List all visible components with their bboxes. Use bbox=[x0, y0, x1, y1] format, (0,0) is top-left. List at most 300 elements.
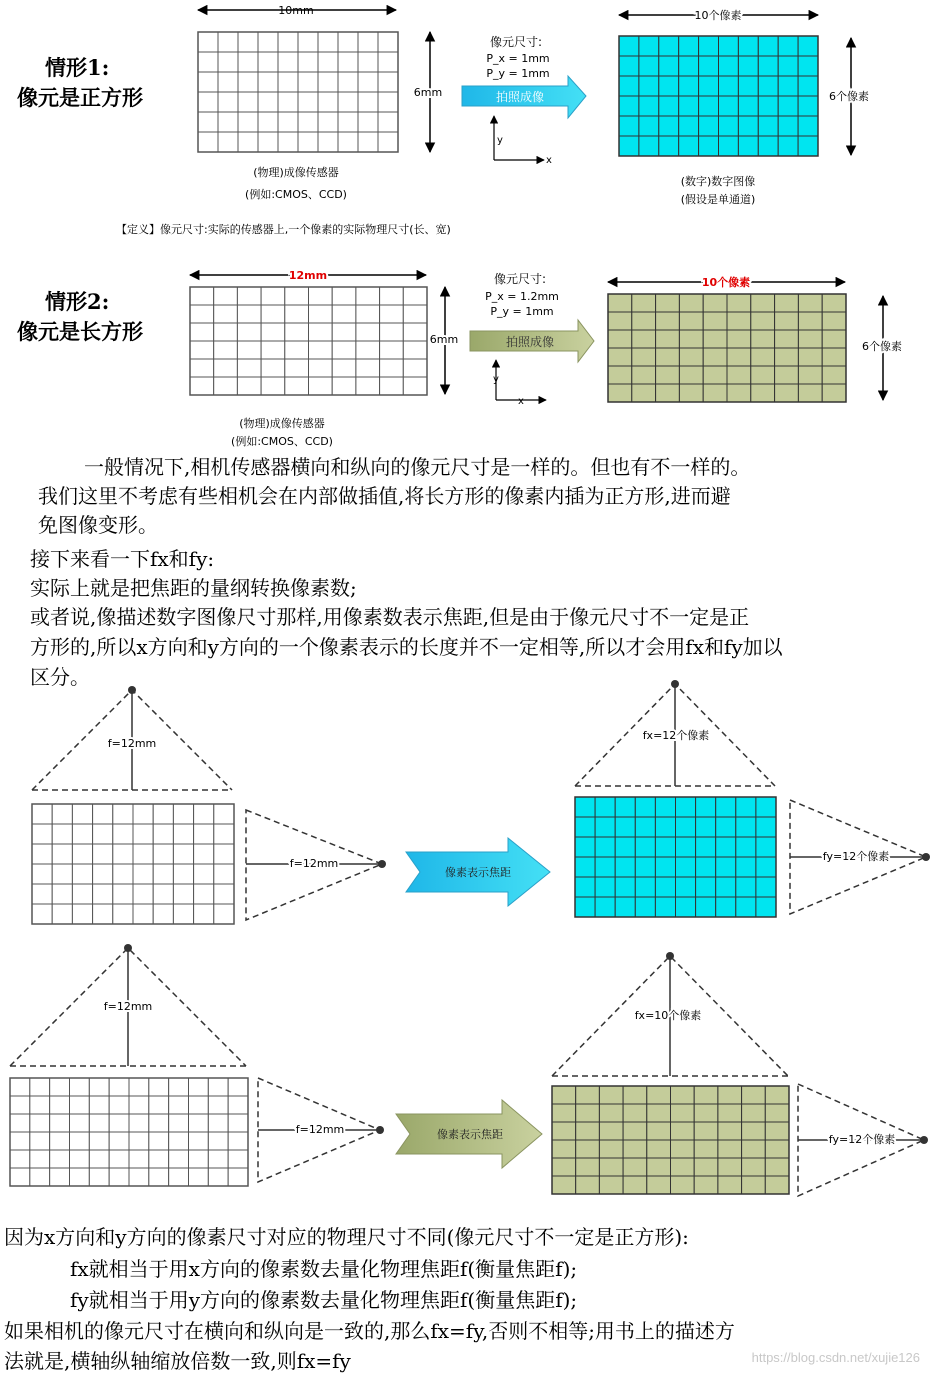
case2-image-cell bbox=[727, 330, 751, 348]
case1-sensor-cell bbox=[358, 132, 378, 152]
d4-sensor-cell bbox=[10, 1096, 30, 1114]
d4-image-cell bbox=[576, 1104, 600, 1122]
d3-sensor-cell bbox=[214, 884, 234, 904]
d4-sensor-cell bbox=[208, 1132, 228, 1150]
case2-sensor-cell bbox=[332, 305, 356, 323]
case2-image-cell bbox=[751, 330, 775, 348]
d3-image-cell bbox=[655, 877, 675, 897]
d4-fy-label: fy=12个像素 bbox=[828, 1133, 896, 1146]
d3-image-grid bbox=[575, 797, 776, 917]
case1-image-cell bbox=[758, 76, 778, 96]
d3-image-cell bbox=[676, 897, 696, 917]
d4-sensor-cell bbox=[109, 1150, 129, 1168]
d3-image-cell bbox=[676, 837, 696, 857]
case2-title-line1: 情形2: bbox=[45, 289, 110, 314]
case1-sensor-cell bbox=[338, 32, 358, 52]
d3-image-cell bbox=[595, 837, 615, 857]
case2-image-cell bbox=[608, 294, 632, 312]
watermark: https://blog.csdn.net/xujie126 bbox=[751, 1350, 920, 1365]
d3-sensor-grid bbox=[32, 804, 234, 924]
d3-sensor-cell bbox=[133, 824, 153, 844]
d4-f-right: f=12mm bbox=[295, 1123, 345, 1136]
case2-image-cell bbox=[822, 366, 846, 384]
case2-image-cell bbox=[798, 366, 822, 384]
d4-sensor-cell bbox=[70, 1078, 90, 1096]
case1-image-cell bbox=[798, 136, 818, 156]
case1-sensor-cell bbox=[378, 112, 398, 132]
d3-f-top: f=12mm bbox=[107, 737, 157, 750]
case2-sensor-cell bbox=[285, 323, 309, 341]
case1-sensor-cell bbox=[238, 52, 258, 72]
case1-pixel-size-title: 像元尺寸: bbox=[489, 35, 543, 49]
d4-sensor-cell bbox=[89, 1096, 109, 1114]
d3-image-cell bbox=[676, 877, 696, 897]
case1-image-cell bbox=[619, 36, 639, 56]
case2-image-cell bbox=[822, 312, 846, 330]
d4-fx-label: fx=10个像素 bbox=[634, 1009, 702, 1022]
case1-sensor-cell bbox=[298, 32, 318, 52]
case2-sensor-cell bbox=[309, 341, 333, 359]
d3-sensor-cell bbox=[32, 864, 52, 884]
d3-image-cell bbox=[615, 857, 635, 877]
d3-image-cell bbox=[635, 797, 655, 817]
case2-image-cell bbox=[798, 330, 822, 348]
d3-sensor-cell bbox=[72, 864, 92, 884]
case1-sensor-cell bbox=[218, 92, 238, 112]
case2-sensor-caption2: (例如:CMOS、CCD) bbox=[231, 435, 333, 448]
case2-image-cell bbox=[775, 330, 799, 348]
case1-px: P_x = 1mm bbox=[486, 52, 550, 65]
d3-sensor-right-focal-point bbox=[378, 860, 386, 868]
case1-sensor-cell bbox=[318, 132, 338, 152]
d3-image-cell bbox=[635, 857, 655, 877]
case2-sensor-cell bbox=[214, 359, 238, 377]
d4-sensor-cell bbox=[169, 1096, 189, 1114]
case2-sensor-height-label: 6mm bbox=[429, 333, 459, 346]
d3-sensor-cell bbox=[52, 864, 72, 884]
paragraph2-line1: 接下来看一下fx和fy: bbox=[30, 547, 215, 571]
d3-image-cell bbox=[595, 817, 615, 837]
case2-image-cell bbox=[775, 348, 799, 366]
case1-image-cell bbox=[639, 96, 659, 116]
d4-sensor-cell bbox=[129, 1132, 149, 1150]
case1-image-cell bbox=[778, 36, 798, 56]
d4-sensor-cell bbox=[70, 1096, 90, 1114]
d4-sensor-cell bbox=[30, 1078, 50, 1096]
d4-image-cell bbox=[576, 1140, 600, 1158]
d4-sensor-cell bbox=[10, 1168, 30, 1186]
d4-image-cell bbox=[718, 1086, 742, 1104]
d4-image-cell bbox=[742, 1104, 766, 1122]
case2-sensor-cell bbox=[380, 359, 404, 377]
d4-image-cell bbox=[694, 1176, 718, 1194]
case2-sensor-cell bbox=[403, 323, 427, 341]
case1-image-cell bbox=[738, 116, 758, 136]
d3-sensor-cell bbox=[153, 864, 173, 884]
case2-axis-y: y bbox=[493, 374, 499, 385]
d4-sensor-cell bbox=[149, 1114, 169, 1132]
d4-image-cell bbox=[552, 1104, 576, 1122]
case2-image-cell bbox=[727, 294, 751, 312]
d4-sensor-grid bbox=[10, 1078, 248, 1186]
case1-image-cell bbox=[738, 96, 758, 116]
d4-image-cell bbox=[647, 1104, 671, 1122]
case1-image-cell bbox=[778, 96, 798, 116]
d4-sensor-top-focal-point bbox=[124, 944, 132, 952]
case2-image-cell bbox=[632, 294, 656, 312]
case1-sensor-cell bbox=[298, 112, 318, 132]
case1-image-cell bbox=[778, 56, 798, 76]
d3-image-cell bbox=[615, 817, 635, 837]
d4-image-cell bbox=[671, 1140, 695, 1158]
d3-image-cell bbox=[756, 817, 776, 837]
d3-image-cell bbox=[575, 897, 595, 917]
case1-image-cell bbox=[699, 116, 719, 136]
case1-sensor-cell bbox=[338, 92, 358, 112]
case1-sensor-cell bbox=[238, 132, 258, 152]
case1-image-cell bbox=[699, 136, 719, 156]
case2-sensor-cell bbox=[403, 305, 427, 323]
d3-sensor-cell bbox=[153, 804, 173, 824]
d3-sensor-cell bbox=[113, 804, 133, 824]
case2-image-cell bbox=[679, 294, 703, 312]
d3-sensor-cell bbox=[153, 844, 173, 864]
case2-sensor-caption1: (物理)成像传感器 bbox=[239, 417, 325, 430]
case1-image-cell bbox=[778, 136, 798, 156]
case2-image-cell bbox=[656, 330, 680, 348]
d4-image-grid bbox=[552, 1086, 789, 1194]
case2-sensor-cell bbox=[285, 287, 309, 305]
d4-image-top-focal-point bbox=[666, 952, 674, 960]
conclusion-line4: 如果相机的像元尺寸在横向和纵向是一致的,那么fx=fy,否则不相等;用书上的描述方 bbox=[4, 1319, 735, 1343]
case1-sensor-cell bbox=[298, 72, 318, 92]
case1-sensor-cell bbox=[278, 52, 298, 72]
case1-image-cell bbox=[758, 136, 778, 156]
d4-image-cell bbox=[599, 1104, 623, 1122]
d4-sensor-cell bbox=[208, 1114, 228, 1132]
case2-sensor-cell bbox=[214, 287, 238, 305]
case1-sensor-cell bbox=[258, 112, 278, 132]
case2-image-cell bbox=[703, 348, 727, 366]
d3-sensor-cell bbox=[173, 904, 193, 924]
case2-sensor-cell bbox=[356, 287, 380, 305]
case2-image-cell bbox=[775, 384, 799, 402]
case1-sensor-cell bbox=[278, 112, 298, 132]
case1-image-cell bbox=[719, 76, 739, 96]
d4-sensor-cell bbox=[89, 1078, 109, 1096]
case2-image-cell bbox=[822, 348, 846, 366]
case2-sensor-cell bbox=[237, 359, 261, 377]
d3-image-cell bbox=[716, 797, 736, 817]
d4-sensor-cell bbox=[129, 1114, 149, 1132]
d3-sensor-cell bbox=[113, 864, 133, 884]
case1-sensor-caption1: (物理)成像传感器 bbox=[253, 166, 339, 179]
case1-image-cell bbox=[738, 136, 758, 156]
case2-image-grid bbox=[608, 294, 846, 402]
d4-image-cell bbox=[742, 1086, 766, 1104]
case1-image-cell bbox=[659, 56, 679, 76]
case2-image-cell bbox=[632, 384, 656, 402]
d3-sensor-cell bbox=[52, 904, 72, 924]
case1-image-cell bbox=[659, 76, 679, 96]
case2-image-width-label: 10个像素 bbox=[701, 276, 751, 289]
case2-image-cell bbox=[632, 312, 656, 330]
case2-sensor-cell bbox=[237, 341, 261, 359]
d3-image-cell bbox=[756, 897, 776, 917]
d4-sensor-cell bbox=[228, 1096, 248, 1114]
d4-sensor-cell bbox=[208, 1168, 228, 1186]
case2-image-cell bbox=[608, 312, 632, 330]
case1-sensor-cell bbox=[298, 132, 318, 152]
case2-image-cell bbox=[679, 348, 703, 366]
case1-sensor-cell bbox=[218, 52, 238, 72]
d4-sensor-cell bbox=[189, 1096, 209, 1114]
case1-sensor-cell bbox=[218, 72, 238, 92]
case2-sensor-cell bbox=[190, 305, 214, 323]
d4-sensor-cell bbox=[50, 1096, 70, 1114]
case1-image-cell bbox=[798, 116, 818, 136]
d4-sensor-cell bbox=[208, 1096, 228, 1114]
d4-image-cell bbox=[694, 1140, 718, 1158]
d4-sensor-cell bbox=[208, 1078, 228, 1096]
d4-sensor-cell bbox=[10, 1150, 30, 1168]
d3-sensor-cell bbox=[214, 904, 234, 924]
d3-sensor-cell bbox=[214, 804, 234, 824]
case1-sensor-width-label: 10mm bbox=[278, 4, 314, 17]
case1-image-cell bbox=[659, 36, 679, 56]
d4-image-cell bbox=[552, 1158, 576, 1176]
case1-sensor-cell bbox=[338, 132, 358, 152]
d3-image-cell bbox=[756, 857, 776, 877]
d3-fy-label: fy=12个像素 bbox=[822, 850, 890, 863]
d4-image-cell bbox=[765, 1104, 789, 1122]
case2-sensor-cell bbox=[332, 341, 356, 359]
case1-image-caption2: (假设是单通道) bbox=[680, 193, 756, 206]
d3-sensor-cell bbox=[194, 844, 214, 864]
case1-sensor-cell bbox=[218, 32, 238, 52]
case2-sensor-cell bbox=[309, 305, 333, 323]
d4-sensor-cell bbox=[169, 1114, 189, 1132]
case1-image-cell bbox=[619, 76, 639, 96]
case2-sensor-cell bbox=[190, 323, 214, 341]
case1-image-cell bbox=[659, 116, 679, 136]
case2-image-cell bbox=[608, 384, 632, 402]
d4-image-right-focal-point bbox=[920, 1136, 928, 1144]
d3-image-cell bbox=[615, 877, 635, 897]
d4-sensor-cell bbox=[169, 1150, 189, 1168]
d4-image-cell bbox=[694, 1104, 718, 1122]
case1-sensor-cell bbox=[198, 32, 218, 52]
d4-sensor-cell bbox=[129, 1168, 149, 1186]
case1-image-grid bbox=[619, 36, 818, 156]
d3-sensor-cell bbox=[72, 804, 92, 824]
case2-sensor-cell bbox=[261, 323, 285, 341]
d4-sensor-cell bbox=[30, 1132, 50, 1150]
d3-sensor-cell bbox=[133, 804, 153, 824]
d3-image-cell bbox=[696, 897, 716, 917]
d4-image-cell bbox=[765, 1176, 789, 1194]
d4-sensor-cell bbox=[30, 1114, 50, 1132]
d4-image-cell bbox=[718, 1122, 742, 1140]
case2-sensor-cell bbox=[403, 287, 427, 305]
case2-image-cell bbox=[656, 294, 680, 312]
d3-image-cell bbox=[595, 857, 615, 877]
d3-image-cell bbox=[575, 877, 595, 897]
case1-axis-y: y bbox=[497, 135, 503, 146]
case1-sensor-cell bbox=[278, 72, 298, 92]
d4-sensor-cell bbox=[149, 1150, 169, 1168]
case1-sensor-cell bbox=[258, 32, 278, 52]
d3-image-cell bbox=[655, 797, 675, 817]
d3-sensor-cell bbox=[32, 844, 52, 864]
case1-sensor-cell bbox=[198, 52, 218, 72]
case2-sensor-cell bbox=[261, 377, 285, 395]
case1-sensor-cell bbox=[358, 32, 378, 52]
d3-image-cell bbox=[696, 817, 716, 837]
case2-sensor-cell bbox=[356, 359, 380, 377]
d4-image-cell bbox=[623, 1122, 647, 1140]
case1-image-cell bbox=[619, 136, 639, 156]
d3-sensor-cell bbox=[153, 904, 173, 924]
case1-sensor-cell bbox=[238, 72, 258, 92]
case2-image-cell bbox=[679, 312, 703, 330]
d3-image-cell bbox=[635, 817, 655, 837]
case1-image-cell bbox=[778, 116, 798, 136]
d4-sensor-cell bbox=[228, 1078, 248, 1096]
case1-sensor-cell bbox=[358, 92, 378, 112]
d3-image-cell bbox=[716, 877, 736, 897]
d3-sensor-cell bbox=[133, 864, 153, 884]
d3-sensor-cell bbox=[113, 844, 133, 864]
d4-sensor-cell bbox=[169, 1078, 189, 1096]
case2-sensor-cell bbox=[380, 341, 404, 359]
case2-image-cell bbox=[798, 384, 822, 402]
d4-image-cell bbox=[576, 1158, 600, 1176]
d3-image-cell bbox=[696, 877, 716, 897]
d3-sensor-cell bbox=[93, 824, 113, 844]
case2-image-cell bbox=[703, 366, 727, 384]
d4-image-cell bbox=[623, 1086, 647, 1104]
d3-sensor-cell bbox=[133, 904, 153, 924]
case2-image-cell bbox=[703, 330, 727, 348]
d4-sensor-cell bbox=[50, 1078, 70, 1096]
case1-image-cell bbox=[679, 96, 699, 116]
case1-image-cell bbox=[679, 56, 699, 76]
conclusion-line3: fy就相当于用y方向的像素数去量化物理焦距f(衡量焦距f); bbox=[70, 1288, 578, 1312]
case1-image-cell bbox=[619, 56, 639, 76]
d3-sensor-cell bbox=[173, 804, 193, 824]
case1-image-caption1: (数字)数字图像 bbox=[680, 175, 756, 188]
paragraph2-line3: 或者说,像描述数字图像尺寸那样,用像素数表示焦距,但是由于像元尺寸不一定是正 bbox=[30, 605, 750, 629]
d4-image-cell bbox=[599, 1140, 623, 1158]
case2-sensor-cell bbox=[214, 377, 238, 395]
d4-sensor-cell bbox=[228, 1132, 248, 1150]
d4-sensor-cell bbox=[50, 1150, 70, 1168]
d3-image-cell bbox=[736, 857, 756, 877]
conclusion-line5: 法就是,横轴纵轴缩放倍数一致,则fx=fy bbox=[4, 1349, 351, 1373]
d4-image-cell bbox=[552, 1140, 576, 1158]
case2-image-cell bbox=[608, 330, 632, 348]
case2-image-cell bbox=[798, 348, 822, 366]
case2-title-line2: 像元是长方形 bbox=[17, 319, 143, 344]
d4-image-cell bbox=[765, 1158, 789, 1176]
d4-image-cell bbox=[765, 1140, 789, 1158]
case1-sensor-cell bbox=[378, 132, 398, 152]
case1-image-cell bbox=[619, 96, 639, 116]
d3-image-cell bbox=[655, 837, 675, 857]
d3-sensor-cell bbox=[113, 884, 133, 904]
case2-sensor-grid bbox=[190, 287, 427, 395]
d4-sensor-cell bbox=[89, 1168, 109, 1186]
case1-image-cell bbox=[798, 96, 818, 116]
d3-sensor-cell bbox=[52, 844, 72, 864]
d4-sensor-cell bbox=[169, 1168, 189, 1186]
d4-image-cell bbox=[671, 1104, 695, 1122]
paragraph2-line2: 实际上就是把焦距的量纲转换像素数; bbox=[30, 576, 357, 600]
case1-image-cell bbox=[758, 56, 778, 76]
case1-sensor-grid bbox=[198, 32, 398, 152]
paragraph1-line1: 一般情况下,相机传感器横向和纵向的像元尺寸是一样的。但也有不一样的。 bbox=[84, 455, 751, 479]
d3-sensor-cell bbox=[214, 864, 234, 884]
d4-image-cell bbox=[765, 1122, 789, 1140]
case1-sensor-cell bbox=[198, 112, 218, 132]
case2-sensor-cell bbox=[332, 359, 356, 377]
d4-image-cell bbox=[647, 1122, 671, 1140]
case2-sensor-cell bbox=[214, 341, 238, 359]
d3-image-cell bbox=[736, 897, 756, 917]
d4-image-cell bbox=[742, 1176, 766, 1194]
case2-image-cell bbox=[775, 294, 799, 312]
case1-image-cell bbox=[738, 76, 758, 96]
d4-sensor-cell bbox=[10, 1078, 30, 1096]
case1-sensor-cell bbox=[338, 72, 358, 92]
case2-sensor-cell bbox=[309, 287, 333, 305]
case2-image-cell bbox=[751, 312, 775, 330]
d3-sensor-cell bbox=[214, 844, 234, 864]
d4-image-cell bbox=[742, 1158, 766, 1176]
d4-image-cell bbox=[576, 1176, 600, 1194]
d4-image-cell bbox=[694, 1122, 718, 1140]
case1-sensor-cell bbox=[378, 52, 398, 72]
case2-sensor-width-label: 12mm bbox=[288, 269, 328, 282]
case2-image-cell bbox=[679, 384, 703, 402]
d3-image-cell bbox=[736, 877, 756, 897]
case2-sensor-cell bbox=[332, 323, 356, 341]
case1-image-width-label: 10个像素 bbox=[694, 9, 742, 22]
case2-image-cell bbox=[727, 366, 751, 384]
paragraph2-line5: 区分。 bbox=[30, 665, 90, 689]
d3-fx-label: fx=12个像素 bbox=[642, 729, 710, 742]
d4-image-cell bbox=[576, 1086, 600, 1104]
case1-image-cell bbox=[679, 36, 699, 56]
d3-sensor-cell bbox=[194, 804, 214, 824]
case1-image-cell bbox=[719, 96, 739, 116]
d4-image-cell bbox=[671, 1122, 695, 1140]
d3-image-cell bbox=[595, 877, 615, 897]
case2-image-height-label: 6个像素 bbox=[862, 340, 902, 353]
d4-image-cell bbox=[552, 1122, 576, 1140]
case2-image-cell bbox=[798, 312, 822, 330]
d4-sensor-cell bbox=[189, 1078, 209, 1096]
case1-sensor-cell bbox=[358, 112, 378, 132]
d4-sensor-cell bbox=[208, 1150, 228, 1168]
d3-image-cell bbox=[736, 797, 756, 817]
d3-sensor-cell bbox=[32, 904, 52, 924]
case1-sensor-cell bbox=[318, 112, 338, 132]
case1-sensor-cell bbox=[258, 72, 278, 92]
d4-image-cell bbox=[765, 1086, 789, 1104]
case2-image-cell bbox=[822, 294, 846, 312]
